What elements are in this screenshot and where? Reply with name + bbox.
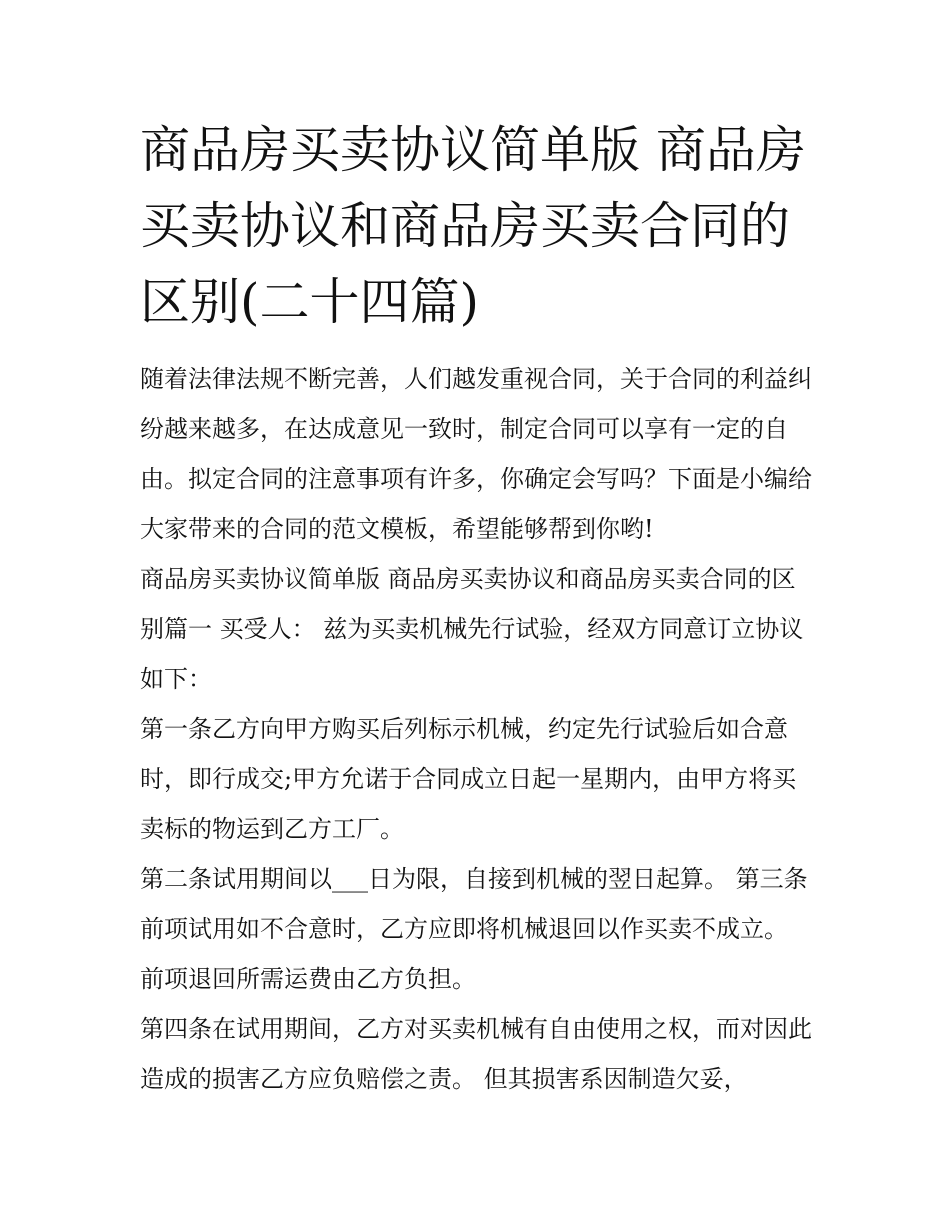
document-body [140,112,812,1104]
paragraph-intro: 随着法律法规不断完善，人们越发重视合同，关于合同的利益纠纷越来越多，在达成意见一致时，制定合同可以享有一定的自由。拟定合同的注意事项有许多，你确定会写吗？下面是小编给大家带来的合同的范文模板，希望能够帮到你哟! [140,365,812,543]
document-title: 商品房买卖协议简单版 商品房买卖协议和商品房买卖合同的区别(二十四篇) [140,121,806,331]
paragraph-article-two-three: 第二条试用期间以___日为限，自接到机械的翌日起算。 第三条前项试用如不合意时，乙方应即将机械退回以作买卖不成立。 前项退回所需运费由乙方负担。 [140,865,808,993]
paragraph-section-one: 商品房买卖协议简单版 商品房买卖协议和商品房买卖合同的区别篇一 买受人： 兹为买卖机械先行试验，经双方同意订立协议如下： [140,565,804,693]
paragraph-article-four: 第四条在试用期间，乙方对买卖机械有自由使用之权，而对因此造成的损害乙方应负赔偿之责。 但其损害系因制造欠妥， [140,1015,812,1093]
paragraph-article-one: 第一条乙方向甲方购买后列标示机械，约定先行试验后如合意时，即行成交;甲方允诺于合同成立日起一星期内，由甲方将买卖标的物运到乙方工厂。 [140,715,797,843]
